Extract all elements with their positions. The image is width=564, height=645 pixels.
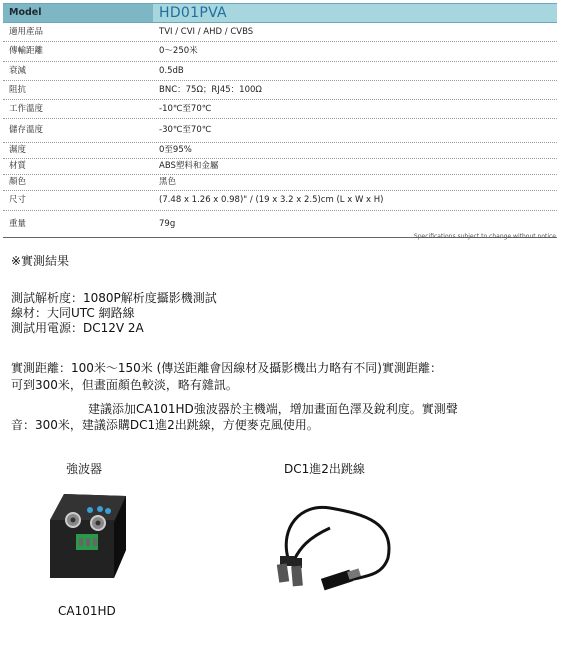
spec-row xyxy=(3,62,557,81)
spec-key: 重量 xyxy=(9,219,27,229)
test-cable: 線材：大同UTC 網路線 xyxy=(11,306,135,320)
spec-header xyxy=(3,3,557,23)
spec-value: ABS塑料和金屬 xyxy=(159,161,219,171)
amplifier-title: 強波器 xyxy=(66,462,103,476)
spec-value: (7.48 x 1.26 x 0.98)" / (19 x 3.2 x 2.5)cm (L x W x H) xyxy=(159,195,384,205)
test-power: 測試用電源：DC12V 2A xyxy=(11,321,144,335)
spec-row xyxy=(3,175,557,191)
spec-key: 阻抗 xyxy=(9,85,27,95)
spec-key: 材質 xyxy=(9,161,27,171)
spec-row xyxy=(3,159,557,175)
spec-value: 黑色 xyxy=(159,177,177,187)
spec-value: 0至95% xyxy=(159,145,192,155)
spec-row xyxy=(3,81,557,100)
amplifier-model: CA101HD xyxy=(58,604,116,618)
test-distance: 實測距離：100米～150米 (傳送距離會因線材及攝影機出力略有不同)實測距離： xyxy=(11,361,442,375)
spec-value: -30℃至70℃ xyxy=(159,125,212,135)
recommendation-line: 音：300米，建議添購DC1進2出跳線，方便麥克風使用。 xyxy=(11,418,319,432)
spec-row xyxy=(3,42,557,62)
spec-key: 儲存溫度 xyxy=(9,125,44,135)
result-title: ※實測結果 xyxy=(11,254,70,268)
spec-header-key: Model xyxy=(3,4,153,22)
spec-value: BNC：75Ω；RJ45：100Ω xyxy=(159,85,262,95)
test-resolution: 測試解析度：1080P解析度攝影機測試 xyxy=(11,291,217,305)
spec-row xyxy=(3,23,557,42)
spec-value: 0.5dB xyxy=(159,66,184,76)
spec-row xyxy=(3,100,557,119)
spec-value: 79g xyxy=(159,219,176,229)
spec-key: 工作溫度 xyxy=(9,104,44,114)
spec-row xyxy=(3,191,557,211)
spec-value: -10℃至70℃ xyxy=(159,104,212,114)
spec-key: 濕度 xyxy=(9,145,27,155)
cable-title: DC1進2出跳線 xyxy=(284,462,365,476)
recommendation-line: 建議添加CA101HD強波器於主機端，增加畫面色澤及銳利度。實測聲 xyxy=(88,402,458,416)
spec-value: 0～250米 xyxy=(159,46,198,56)
spec-key: 適用產品 xyxy=(9,27,44,37)
spec-key: 傳輸距離 xyxy=(9,46,44,56)
amplifier-image xyxy=(44,490,130,582)
spec-row xyxy=(3,143,557,159)
spec-key: 衰減 xyxy=(9,66,27,76)
spec-disclaimer: Specifications subject to change without notice xyxy=(413,233,556,240)
spec-value: TVI / CVI / AHD / CVBS xyxy=(159,27,254,37)
test-distance-note: 可到300米，但畫面顏色較淡，略有雜訊。 xyxy=(11,378,238,392)
cable-image xyxy=(270,488,410,608)
spec-key: 尺寸 xyxy=(9,195,27,205)
spec-header-model: HD01PVA xyxy=(153,4,557,22)
spec-key: 顏色 xyxy=(9,177,27,187)
spec-table xyxy=(3,3,557,238)
spec-row xyxy=(3,119,557,143)
